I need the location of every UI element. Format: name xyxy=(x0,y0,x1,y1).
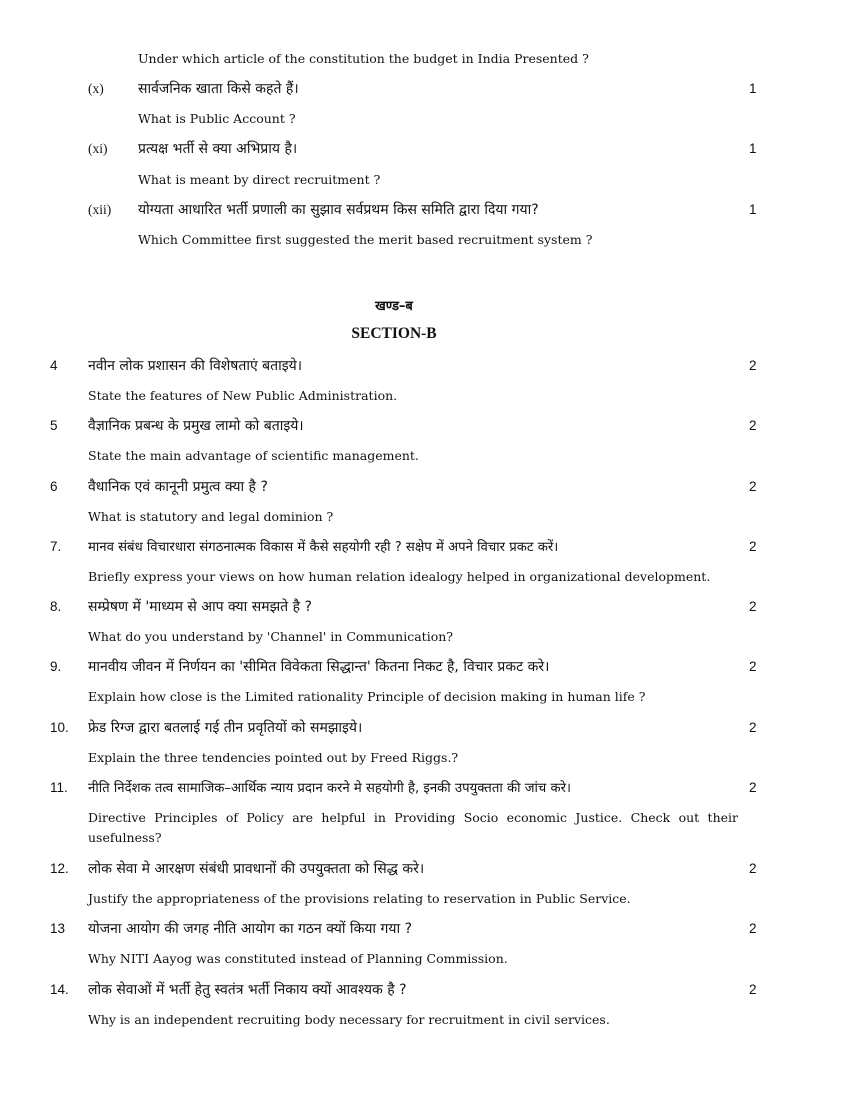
question-hindi: सम्प्रेषण में 'माध्यम से आप क्या समझते है ? xyxy=(88,599,312,615)
question-marks: 2 xyxy=(749,659,757,674)
question-english: Explain how close is the Limited rationality Principle of decision making in human life ? xyxy=(88,689,646,704)
question-number: (x) xyxy=(88,81,104,96)
question-hindi: लोक सेवा मे आरक्षण संबंधी प्रावधानों की उपयुक्तता को सिद्ध करे। xyxy=(88,861,425,877)
question-marks: 1 xyxy=(749,141,757,156)
question-english: Briefly express your views on how human relation idealogy helped in organizational development. xyxy=(88,569,711,584)
question-english: Justify the appropriateness of the provisions relating to reservation in Public Service. xyxy=(88,891,631,906)
question-marks: 2 xyxy=(749,418,757,433)
question-number: 12. xyxy=(50,861,69,876)
question-english: State the main advantage of scientific management. xyxy=(88,448,419,463)
question-hindi: वैज्ञानिक प्रबन्ध के प्रमुख लामो को बताइये। xyxy=(88,418,304,434)
question-hindi: वैधानिक एवं कानूनी प्रमुत्व क्या है ? xyxy=(88,479,268,495)
question-marks: 1 xyxy=(749,81,757,96)
question-marks: 2 xyxy=(749,479,757,494)
question-english: Which Committee first suggested the merit based recruitment system ? xyxy=(138,232,593,247)
question-number: 7. xyxy=(50,539,62,554)
question-hindi: प्रत्यक्ष भर्ती से क्या अभिप्राय है। xyxy=(138,141,298,157)
question-number: 5 xyxy=(50,418,58,433)
question-number: 14. xyxy=(50,982,69,997)
question-number: 4 xyxy=(50,358,58,373)
question-hindi: सार्वजनिक खाता किसे कहते हैं। xyxy=(138,81,299,97)
question-hindi: नवीन लोक प्रशासन की विशेषताएं बताइये। xyxy=(88,358,303,374)
question-english: What is statutory and legal dominion ? xyxy=(88,509,334,524)
question-marks: 2 xyxy=(749,720,757,735)
section-title-hindi: खण्ड–ब xyxy=(375,299,413,314)
question-english: What is meant by direct recruitment ? xyxy=(138,172,381,187)
question-marks: 2 xyxy=(749,861,757,876)
question-ix-english: Under which article of the constitution the budget in India Presented ? xyxy=(138,51,589,66)
question-english: Why NITI Aayog was constituted instead of Planning Commission. xyxy=(88,951,508,966)
question-hindi: मानव संबंध विचारधारा संगठनात्मक विकास में कैसे सहयोगी रही ? सक्षेप में अपने विचार प्रकट करें। xyxy=(88,540,559,555)
question-number: 11. xyxy=(50,780,68,795)
question-hindi: योग्यता आधारित भर्ती प्रणाली का सुझाव सर्वप्रथम किस समिति द्वारा दिया गया? xyxy=(138,202,539,218)
question-hindi: लोक सेवाओं में भर्ती हेतु स्वतंत्र भर्ती निकाय क्यों आवश्यक है ? xyxy=(88,982,407,998)
question-marks: 2 xyxy=(749,780,757,795)
question-marks: 2 xyxy=(749,982,757,997)
question-english: What do you understand by 'Channel' in Communication? xyxy=(88,629,453,644)
question-number: 6 xyxy=(50,479,58,494)
question-hindi: मानवीय जीवन में निर्णयन का 'सीमित विवेकता सिद्धान्त' कितना निकट है, विचार प्रकट करे। xyxy=(88,659,550,675)
question-marks: 2 xyxy=(749,539,757,554)
question-english: Directive Principles of Policy are helpful in Providing Socio economic Justice. Check out their usefulness? xyxy=(88,810,738,845)
question-number: 13 xyxy=(50,921,66,936)
question-hindi: योजना आयोग की जगह नीति आयोग का गठन क्यों किया गया ? xyxy=(88,921,413,937)
question-english: Explain the three tendencies pointed out by Freed Riggs.? xyxy=(88,750,459,765)
question-hindi: नीति निर्देशक तत्व सामाजिक–आर्थिक न्याय प्रदान करने मे सहयोगी है, इनकी उपयुक्तता की जांच करे। xyxy=(88,781,571,796)
question-number: (xi) xyxy=(88,141,108,156)
question-marks: 2 xyxy=(749,599,757,614)
question-english: What is Public Account ? xyxy=(138,111,296,126)
question-marks: 2 xyxy=(749,358,757,373)
question-number: 10. xyxy=(50,720,69,735)
question-english: Why is an independent recruiting body necessary for recruitment in civil services. xyxy=(88,1012,610,1027)
section-title-english: SECTION-B xyxy=(351,325,437,342)
question-marks: 1 xyxy=(749,202,757,217)
question-marks: 2 xyxy=(749,921,757,936)
question-number: (xii) xyxy=(88,202,112,217)
question-number: 9. xyxy=(50,659,62,674)
question-hindi: फ्रेड रिग्ज द्वारा बतलाई गई तीन प्रवृतियों को समझाइये। xyxy=(88,720,363,736)
question-number: 8. xyxy=(50,599,62,614)
question-english: State the features of New Public Administration. xyxy=(88,388,398,403)
